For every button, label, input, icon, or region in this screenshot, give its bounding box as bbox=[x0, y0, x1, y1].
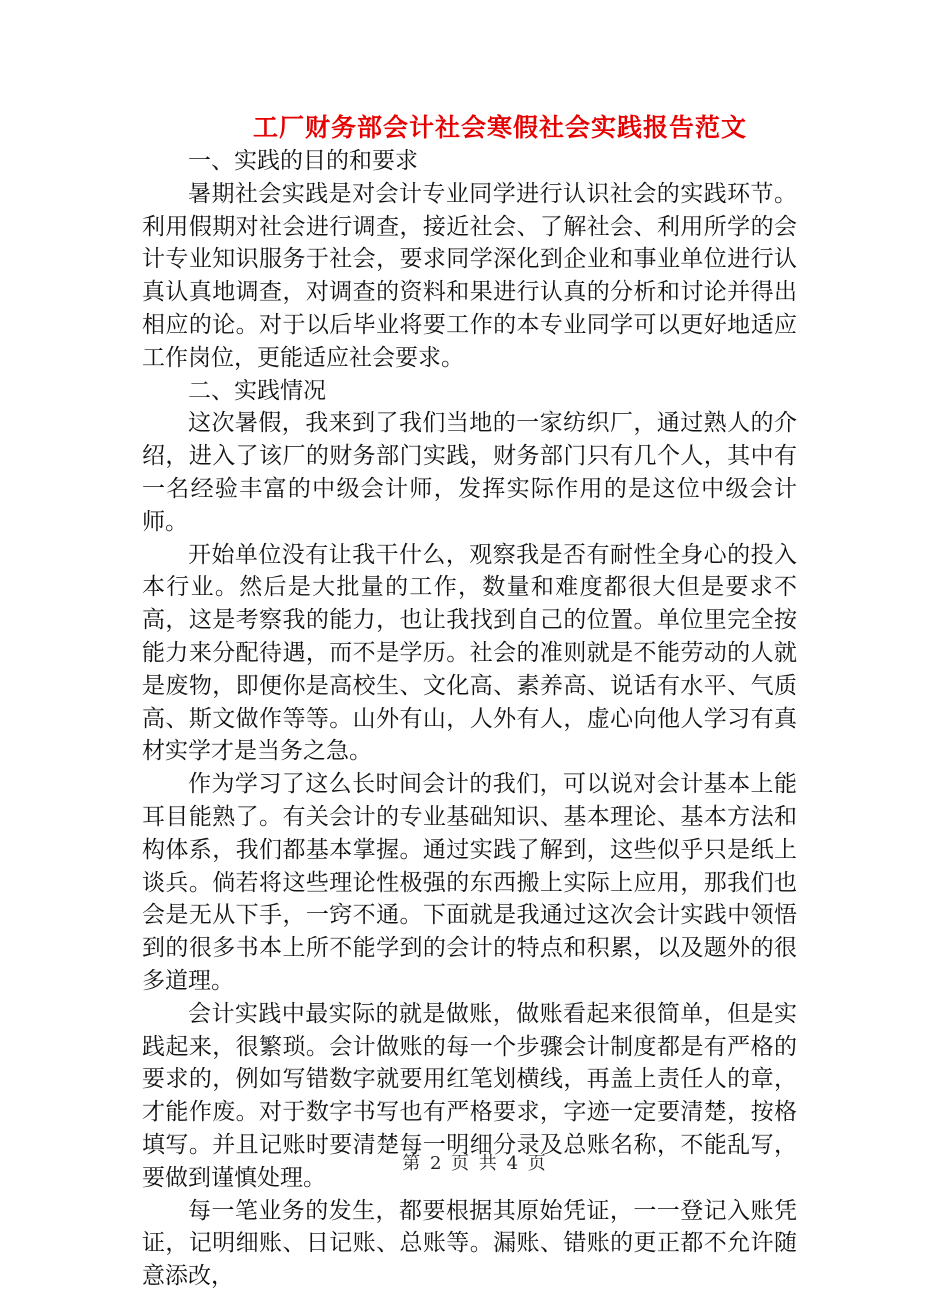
paragraph-observation: 开始单位没有让我干什么，观察我是否有耐性全身心的投入本行业。然后是大批量的工作，数量和难度都很大但是要求不高，这是考察我的能力，也让我找到自己的位置。单位里完全按能力来分配待遇，而不是学历。社会的准则就是不能劳动的人就是废物，即便你是高校生、文化高、素养高、说话有水平、气质高、斯文做作等等。山外有山，人外有人，虚心向他人学习有真材实学才是当务之急。 bbox=[142, 541, 797, 765]
document-body bbox=[142, 145, 797, 1293]
paragraph-theory: 作为学习了这么长时间会计的我们，可以说对会计基本上能耳目能熟了。有关会计的专业基础知识、基本理论、基本方法和构体系，我们都基本掌握。通过实践了解到，这些似乎只是纸上谈兵。倘若将这些理论性极强的东西搬上实际上应用，那我们也会是无从下手，一窍不通。下面就是我通过这次会计实践中领悟到的很多书本上所不能学到的会计的特点和积累，以及题外的很多道理。 bbox=[142, 771, 797, 994]
paragraph-bookkeeping: 会计实践中最实际的就是做账，做账看起来很简单，但是实践起来，很繁琐。会计做账的每一个步骤会计制度都是有严格的要求的，例如写错数字就要用红笔划横线，再盖上责任人的章，才能作废。对于数字书写也有严格要求，字迹一定要清楚，按格填写。并且记账时要清楚每一明细分录及总账名称，不能乱写，要做到谨慎处理。 bbox=[142, 1000, 797, 1191]
paragraph-purpose: 暑期社会实践是对会计专业同学进行认识社会的实践环节。利用假期对社会进行调查，接近社会、了解社会、利用所学的会计专业知识服务于社会，要求同学深化到企业和事业单位进行认真认真地调查，对调查的资料和果进行认真的分析和讨论并得出相应的论。对于以后毕业将要工作的本专业同学可以更好地适应工作岗位，更能适应社会要求。 bbox=[142, 180, 797, 371]
section-heading-purpose: 一、实践的目的和要求 bbox=[188, 148, 418, 174]
paragraph-vouchers: 每一笔业务的发生，都要根据其原始凭证，一一登记入账凭证，记明细账、日记账、总账等。漏账、错账的更正都不允许随意添改， bbox=[142, 1197, 797, 1290]
document-title: 工厂财务部会计社会寒假社会实践报告范文 bbox=[252, 113, 747, 142]
section-heading-situation: 二、实践情况 bbox=[188, 377, 326, 404]
paragraph-intro: 这次暑假，我来到了我们当地的一家纺织厂，通过熟人的介绍，进入了该厂的财务部门实践，财务部门只有几个人，其中有一名经验丰富的中级会计师，发挥实际作用的是这位中级会计师。 bbox=[142, 410, 797, 535]
page-footer: 第 2 页 共 4 页 bbox=[402, 1153, 548, 1174]
